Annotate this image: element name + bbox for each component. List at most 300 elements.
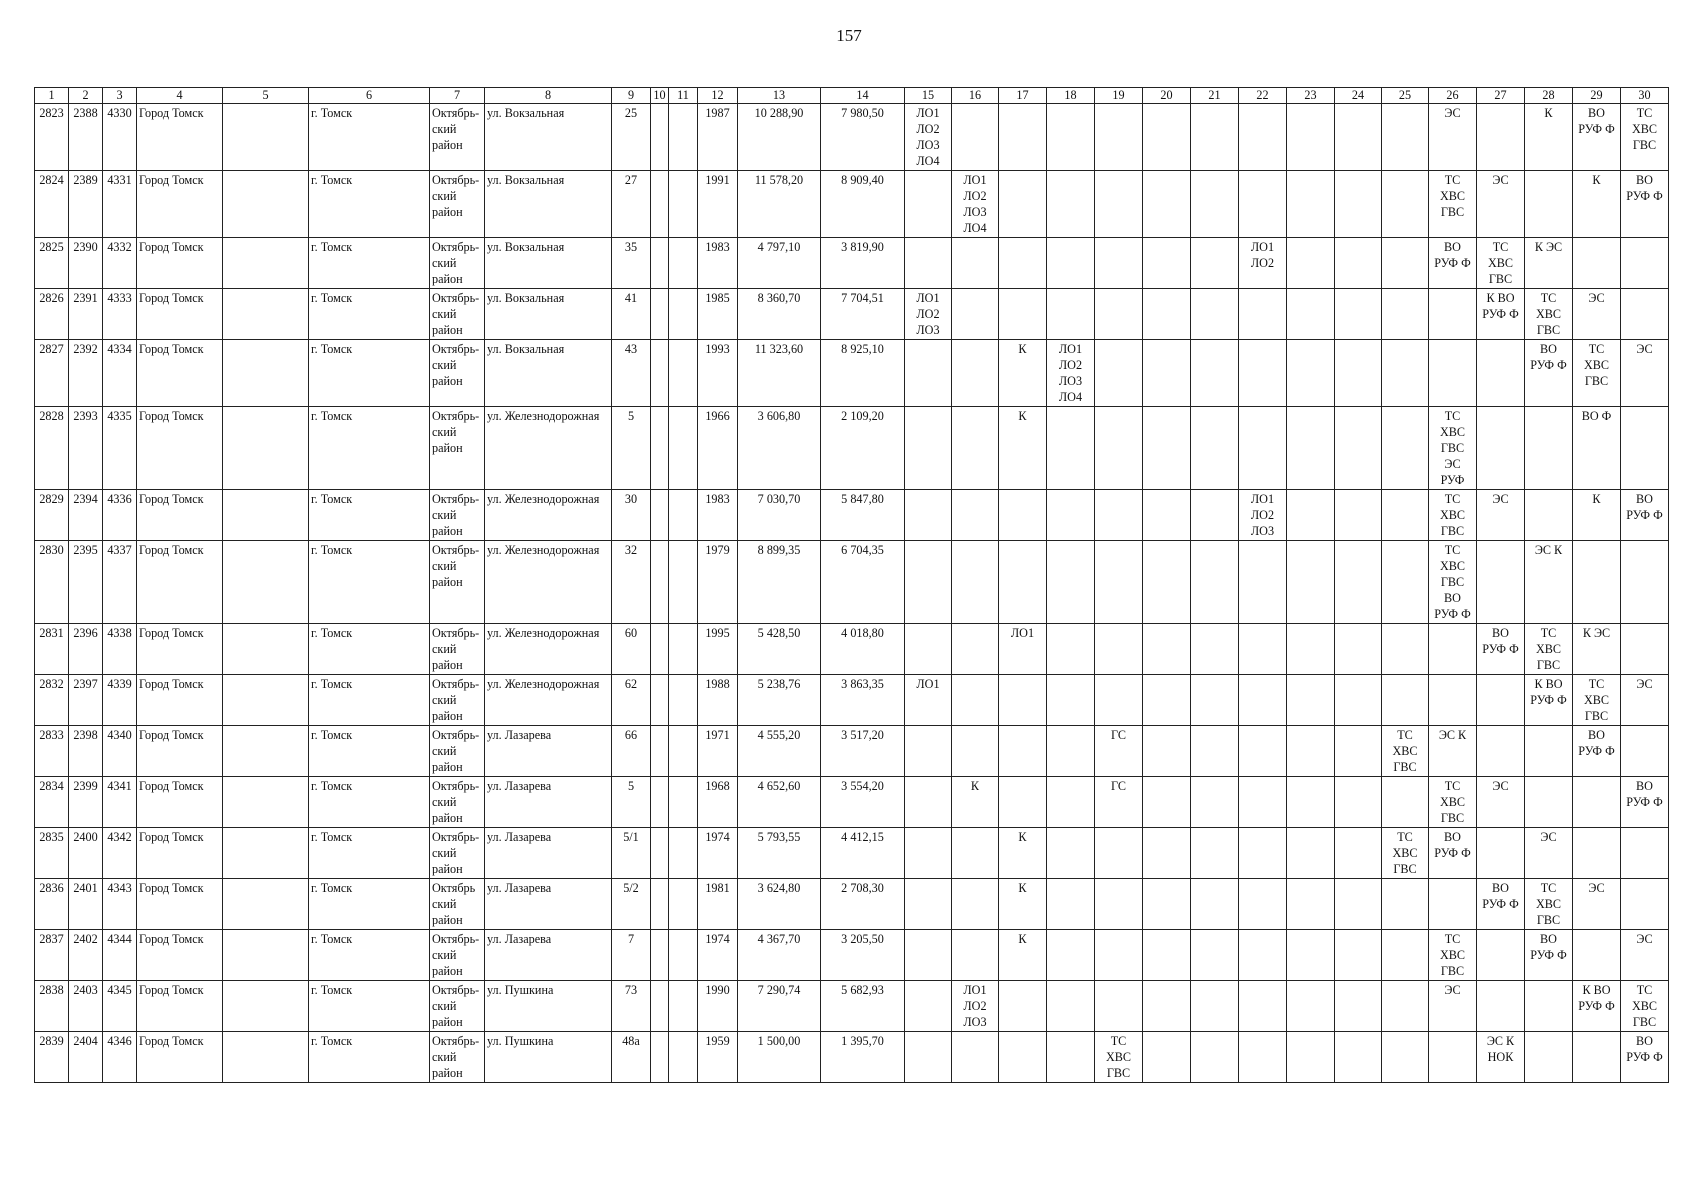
cell-work-col-25	[1382, 879, 1429, 930]
cell-work-col-26: ТС ХВС ГВС	[1429, 777, 1477, 828]
cell-area-living: 7 980,50	[821, 104, 905, 171]
cell-locality: Город Томск	[137, 624, 223, 675]
column-header: 18	[1047, 88, 1095, 104]
table-row	[35, 104, 1669, 171]
cell-work-col-27	[1477, 541, 1525, 624]
cell-work-col-30: ТС ХВС ГВС	[1621, 104, 1669, 171]
cell-work-col-30	[1621, 289, 1669, 340]
column-header: 4	[137, 88, 223, 104]
cell-work-col-16	[952, 407, 999, 490]
cell-street: ул. Пушкина	[485, 981, 612, 1032]
cell-c10	[651, 879, 669, 930]
column-header: 29	[1573, 88, 1621, 104]
cell-work-col-15	[905, 238, 952, 289]
cell-house: 73	[612, 981, 651, 1032]
cell-work-col-27	[1477, 104, 1525, 171]
cell-area-total: 5 793,55	[738, 828, 821, 879]
cell-work-col-18	[1047, 675, 1095, 726]
column-header: 2	[69, 88, 103, 104]
cell-locality: Город Томск	[137, 1032, 223, 1083]
table-row	[35, 828, 1669, 879]
cell-work-col-26: ТС ХВС ГВС	[1429, 490, 1477, 541]
cell-n2: 2389	[69, 171, 103, 238]
cell-work-col-26	[1429, 340, 1477, 407]
cell-work-col-24	[1335, 777, 1382, 828]
column-header: 12	[698, 88, 738, 104]
cell-work-col-18	[1047, 541, 1095, 624]
cell-work-col-29	[1573, 541, 1621, 624]
cell-work-col-20	[1143, 981, 1191, 1032]
cell-work-col-21	[1191, 171, 1239, 238]
cell-work-col-21	[1191, 777, 1239, 828]
cell-district: Октябрь ский район	[430, 879, 485, 930]
cell-work-col-16	[952, 104, 999, 171]
cell-work-col-20	[1143, 171, 1191, 238]
cell-work-col-21	[1191, 879, 1239, 930]
cell-work-col-19	[1095, 289, 1143, 340]
cell-work-col-29	[1573, 777, 1621, 828]
cell-n3: 4338	[103, 624, 137, 675]
cell-work-col-20	[1143, 624, 1191, 675]
cell-work-col-22	[1239, 726, 1287, 777]
cell-c10	[651, 289, 669, 340]
column-header: 27	[1477, 88, 1525, 104]
cell-work-col-27: ЭС	[1477, 777, 1525, 828]
cell-area-living: 2 109,20	[821, 407, 905, 490]
cell-work-col-21	[1191, 726, 1239, 777]
cell-c10	[651, 104, 669, 171]
cell-work-col-25	[1382, 171, 1429, 238]
cell-work-col-15	[905, 490, 952, 541]
cell-house: 32	[612, 541, 651, 624]
cell-c10	[651, 171, 669, 238]
cell-n2: 2398	[69, 726, 103, 777]
cell-work-col-16	[952, 490, 999, 541]
cell-c5	[223, 675, 309, 726]
cell-c11	[669, 726, 698, 777]
cell-area-total: 4 367,70	[738, 930, 821, 981]
cell-work-col-26: ВО РУФ Ф	[1429, 828, 1477, 879]
cell-work-col-28	[1525, 981, 1573, 1032]
cell-work-col-18	[1047, 879, 1095, 930]
cell-city: г. Томск	[309, 930, 430, 981]
cell-c5	[223, 726, 309, 777]
cell-work-col-16	[952, 726, 999, 777]
cell-work-col-15: ЛО1 ЛО2 ЛО3	[905, 289, 952, 340]
cell-area-living: 5 847,80	[821, 490, 905, 541]
table-row	[35, 541, 1669, 624]
column-header: 10	[651, 88, 669, 104]
table-row	[35, 675, 1669, 726]
table-row	[35, 981, 1669, 1032]
cell-n3: 4345	[103, 981, 137, 1032]
cell-n1: 2834	[35, 777, 69, 828]
cell-year: 1959	[698, 1032, 738, 1083]
cell-work-col-18	[1047, 1032, 1095, 1083]
cell-city: г. Томск	[309, 407, 430, 490]
cell-street: ул. Пушкина	[485, 1032, 612, 1083]
cell-c5	[223, 104, 309, 171]
cell-c5	[223, 541, 309, 624]
cell-street: ул. Железнодорожная	[485, 407, 612, 490]
cell-area-total: 10 288,90	[738, 104, 821, 171]
cell-work-col-16	[952, 828, 999, 879]
cell-work-col-23	[1287, 675, 1335, 726]
cell-work-col-24	[1335, 340, 1382, 407]
cell-year: 1987	[698, 104, 738, 171]
cell-work-col-30: ВО РУФ Ф	[1621, 490, 1669, 541]
cell-work-col-16	[952, 930, 999, 981]
cell-work-col-19	[1095, 879, 1143, 930]
cell-work-col-24	[1335, 1032, 1382, 1083]
cell-area-living: 3 819,90	[821, 238, 905, 289]
cell-work-col-25	[1382, 104, 1429, 171]
cell-house: 48а	[612, 1032, 651, 1083]
cell-n1: 2825	[35, 238, 69, 289]
cell-n3: 4343	[103, 879, 137, 930]
cell-n3: 4334	[103, 340, 137, 407]
cell-work-col-29: К ЭС	[1573, 624, 1621, 675]
cell-work-col-25	[1382, 340, 1429, 407]
cell-work-col-24	[1335, 828, 1382, 879]
table-row	[35, 340, 1669, 407]
cell-work-col-30: ТС ХВС ГВС	[1621, 981, 1669, 1032]
cell-work-col-17: ЛО1	[999, 624, 1047, 675]
cell-work-col-17	[999, 171, 1047, 238]
cell-work-col-22	[1239, 879, 1287, 930]
cell-work-col-24	[1335, 675, 1382, 726]
cell-house: 35	[612, 238, 651, 289]
cell-n2: 2394	[69, 490, 103, 541]
cell-city: г. Томск	[309, 289, 430, 340]
table-row	[35, 238, 1669, 289]
cell-n2: 2393	[69, 407, 103, 490]
cell-n1: 2836	[35, 879, 69, 930]
cell-n3: 4336	[103, 490, 137, 541]
cell-work-col-22	[1239, 541, 1287, 624]
cell-work-col-17: К	[999, 930, 1047, 981]
cell-district: Октябрь- ский район	[430, 777, 485, 828]
cell-work-col-21	[1191, 490, 1239, 541]
cell-work-col-30: ЭС	[1621, 675, 1669, 726]
cell-street: ул. Железнодорожная	[485, 541, 612, 624]
cell-street: ул. Вокзальная	[485, 238, 612, 289]
cell-work-col-17	[999, 675, 1047, 726]
cell-house: 27	[612, 171, 651, 238]
cell-n3: 4332	[103, 238, 137, 289]
cell-work-col-15	[905, 828, 952, 879]
cell-locality: Город Томск	[137, 981, 223, 1032]
cell-work-col-30	[1621, 828, 1669, 879]
table-row	[35, 1032, 1669, 1083]
cell-work-col-28	[1525, 777, 1573, 828]
cell-work-col-30	[1621, 238, 1669, 289]
cell-c5	[223, 407, 309, 490]
cell-work-col-29: ЭС	[1573, 879, 1621, 930]
cell-work-col-23	[1287, 289, 1335, 340]
cell-c11	[669, 340, 698, 407]
cell-c5	[223, 930, 309, 981]
cell-n2: 2404	[69, 1032, 103, 1083]
cell-work-col-21	[1191, 675, 1239, 726]
cell-work-col-21	[1191, 289, 1239, 340]
cell-district: Октябрь- ский район	[430, 1032, 485, 1083]
cell-work-col-26: ТС ХВС ГВС ВО РУФ Ф	[1429, 541, 1477, 624]
cell-work-col-19	[1095, 624, 1143, 675]
cell-c5	[223, 490, 309, 541]
cell-city: г. Томск	[309, 828, 430, 879]
cell-c5	[223, 340, 309, 407]
cell-n3: 4333	[103, 289, 137, 340]
cell-work-col-18	[1047, 289, 1095, 340]
cell-work-col-21	[1191, 407, 1239, 490]
cell-work-col-30	[1621, 624, 1669, 675]
cell-work-col-25: ТС ХВС ГВС	[1382, 828, 1429, 879]
cell-work-col-24	[1335, 490, 1382, 541]
cell-c11	[669, 777, 698, 828]
cell-area-total: 1 500,00	[738, 1032, 821, 1083]
cell-work-col-27: ЭС	[1477, 171, 1525, 238]
cell-c10	[651, 624, 669, 675]
cell-locality: Город Томск	[137, 171, 223, 238]
cell-work-col-25	[1382, 238, 1429, 289]
cell-year: 1988	[698, 675, 738, 726]
cell-n3: 4339	[103, 675, 137, 726]
cell-work-col-27: ВО РУФ Ф	[1477, 624, 1525, 675]
cell-area-living: 4 412,15	[821, 828, 905, 879]
cell-work-col-18	[1047, 624, 1095, 675]
cell-work-col-29	[1573, 828, 1621, 879]
cell-n2: 2397	[69, 675, 103, 726]
cell-work-col-21	[1191, 1032, 1239, 1083]
cell-work-col-28: ТС ХВС ГВС	[1525, 879, 1573, 930]
cell-year: 1974	[698, 930, 738, 981]
cell-work-col-15	[905, 541, 952, 624]
cell-area-living: 3 554,20	[821, 777, 905, 828]
cell-city: г. Томск	[309, 726, 430, 777]
table-row	[35, 726, 1669, 777]
cell-work-col-24	[1335, 879, 1382, 930]
cell-work-col-24	[1335, 930, 1382, 981]
cell-locality: Город Томск	[137, 407, 223, 490]
cell-work-col-19: ГС	[1095, 726, 1143, 777]
cell-house: 5/2	[612, 879, 651, 930]
cell-work-col-23	[1287, 726, 1335, 777]
cell-work-col-30: ВО РУФ Ф	[1621, 777, 1669, 828]
cell-work-col-30	[1621, 879, 1669, 930]
cell-city: г. Томск	[309, 171, 430, 238]
cell-c5	[223, 879, 309, 930]
cell-n3: 4337	[103, 541, 137, 624]
cell-street: ул. Вокзальная	[485, 340, 612, 407]
column-header: 22	[1239, 88, 1287, 104]
cell-work-col-23	[1287, 777, 1335, 828]
cell-work-col-22	[1239, 289, 1287, 340]
table-row	[35, 777, 1669, 828]
cell-work-col-22	[1239, 981, 1287, 1032]
cell-work-col-28	[1525, 490, 1573, 541]
cell-work-col-19	[1095, 407, 1143, 490]
cell-work-col-28: ВО РУФ Ф	[1525, 340, 1573, 407]
cell-work-col-21	[1191, 104, 1239, 171]
cell-city: г. Томск	[309, 624, 430, 675]
cell-work-col-30: ВО РУФ Ф	[1621, 171, 1669, 238]
cell-year: 1991	[698, 171, 738, 238]
cell-work-col-28	[1525, 407, 1573, 490]
cell-house: 30	[612, 490, 651, 541]
cell-work-col-15	[905, 879, 952, 930]
cell-work-col-29: ВО Ф	[1573, 407, 1621, 490]
cell-district: Октябрь- ский район	[430, 340, 485, 407]
cell-n1: 2833	[35, 726, 69, 777]
cell-year: 1971	[698, 726, 738, 777]
cell-street: ул. Железнодорожная	[485, 624, 612, 675]
cell-work-col-22	[1239, 340, 1287, 407]
cell-work-col-19	[1095, 238, 1143, 289]
cell-work-col-25	[1382, 490, 1429, 541]
cell-n3: 4340	[103, 726, 137, 777]
cell-c5	[223, 289, 309, 340]
cell-area-living: 4 018,80	[821, 624, 905, 675]
cell-n2: 2392	[69, 340, 103, 407]
cell-c11	[669, 541, 698, 624]
cell-work-col-25	[1382, 930, 1429, 981]
cell-district: Октябрь- ский район	[430, 490, 485, 541]
cell-n2: 2400	[69, 828, 103, 879]
cell-area-total: 5 428,50	[738, 624, 821, 675]
cell-year: 1983	[698, 490, 738, 541]
cell-c11	[669, 930, 698, 981]
cell-year: 1985	[698, 289, 738, 340]
cell-area-total: 11 323,60	[738, 340, 821, 407]
cell-year: 1968	[698, 777, 738, 828]
cell-work-col-25	[1382, 981, 1429, 1032]
cell-house: 25	[612, 104, 651, 171]
cell-n2: 2403	[69, 981, 103, 1032]
cell-n3: 4341	[103, 777, 137, 828]
cell-work-col-22	[1239, 624, 1287, 675]
cell-c5	[223, 828, 309, 879]
cell-work-col-19: ГС	[1095, 777, 1143, 828]
cell-work-col-27: ТС ХВС ГВС	[1477, 238, 1525, 289]
cell-work-col-26	[1429, 879, 1477, 930]
cell-work-col-21	[1191, 930, 1239, 981]
cell-work-col-29	[1573, 930, 1621, 981]
column-header: 9	[612, 88, 651, 104]
cell-c5	[223, 624, 309, 675]
cell-n1: 2835	[35, 828, 69, 879]
cell-work-col-21	[1191, 624, 1239, 675]
cell-work-col-23	[1287, 238, 1335, 289]
cell-n1: 2823	[35, 104, 69, 171]
cell-work-col-22	[1239, 104, 1287, 171]
cell-n2: 2395	[69, 541, 103, 624]
column-header: 24	[1335, 88, 1382, 104]
cell-work-col-26	[1429, 624, 1477, 675]
cell-district: Октябрь- ский район	[430, 828, 485, 879]
cell-work-col-17	[999, 541, 1047, 624]
cell-work-col-22	[1239, 777, 1287, 828]
cell-c11	[669, 1032, 698, 1083]
cell-district: Октябрь- ский район	[430, 624, 485, 675]
housing-registry-table	[34, 87, 1669, 1083]
cell-work-col-16: К	[952, 777, 999, 828]
cell-work-col-23	[1287, 407, 1335, 490]
cell-c10	[651, 981, 669, 1032]
cell-work-col-20	[1143, 1032, 1191, 1083]
cell-c11	[669, 104, 698, 171]
cell-work-col-27: ЭС	[1477, 490, 1525, 541]
cell-n1: 2830	[35, 541, 69, 624]
cell-locality: Город Томск	[137, 104, 223, 171]
cell-house: 43	[612, 340, 651, 407]
cell-c11	[669, 171, 698, 238]
column-header: 6	[309, 88, 430, 104]
cell-work-col-18	[1047, 104, 1095, 171]
cell-work-col-25	[1382, 289, 1429, 340]
cell-work-col-24	[1335, 726, 1382, 777]
cell-work-col-27	[1477, 407, 1525, 490]
cell-work-col-23	[1287, 340, 1335, 407]
cell-work-col-30	[1621, 726, 1669, 777]
cell-work-col-26: ТС ХВС ГВС	[1429, 171, 1477, 238]
cell-year: 1993	[698, 340, 738, 407]
cell-c10	[651, 675, 669, 726]
cell-work-col-28	[1525, 726, 1573, 777]
cell-work-col-18	[1047, 490, 1095, 541]
cell-n1: 2838	[35, 981, 69, 1032]
cell-work-col-17: К	[999, 340, 1047, 407]
cell-locality: Город Томск	[137, 828, 223, 879]
cell-district: Октябрь- ский район	[430, 171, 485, 238]
cell-work-col-28	[1525, 1032, 1573, 1083]
cell-c11	[669, 624, 698, 675]
cell-n2: 2391	[69, 289, 103, 340]
cell-work-col-22: ЛО1 ЛО2	[1239, 238, 1287, 289]
cell-work-col-28: ЭС К	[1525, 541, 1573, 624]
cell-work-col-15: ЛО1 ЛО2 ЛО3 ЛО4	[905, 104, 952, 171]
cell-c5	[223, 238, 309, 289]
cell-work-col-24	[1335, 981, 1382, 1032]
cell-city: г. Томск	[309, 879, 430, 930]
cell-work-col-24	[1335, 238, 1382, 289]
cell-c11	[669, 407, 698, 490]
cell-c11	[669, 289, 698, 340]
cell-work-col-20	[1143, 675, 1191, 726]
cell-work-col-15	[905, 171, 952, 238]
cell-n2: 2390	[69, 238, 103, 289]
cell-district: Октябрь- ский район	[430, 675, 485, 726]
cell-work-col-28: К ЭС	[1525, 238, 1573, 289]
cell-c10	[651, 1032, 669, 1083]
cell-house: 5/1	[612, 828, 651, 879]
cell-work-col-23	[1287, 930, 1335, 981]
cell-work-col-20	[1143, 828, 1191, 879]
cell-work-col-26: ВО РУФ Ф	[1429, 238, 1477, 289]
cell-work-col-26: ТС ХВС ГВС	[1429, 930, 1477, 981]
cell-district: Октябрь- ский район	[430, 289, 485, 340]
cell-city: г. Томск	[309, 238, 430, 289]
cell-n2: 2402	[69, 930, 103, 981]
cell-n2: 2401	[69, 879, 103, 930]
cell-work-col-18	[1047, 777, 1095, 828]
cell-house: 5	[612, 407, 651, 490]
cell-work-col-16	[952, 624, 999, 675]
cell-work-col-18	[1047, 171, 1095, 238]
cell-work-col-30	[1621, 407, 1669, 490]
cell-area-living: 3 205,50	[821, 930, 905, 981]
cell-n1: 2832	[35, 675, 69, 726]
